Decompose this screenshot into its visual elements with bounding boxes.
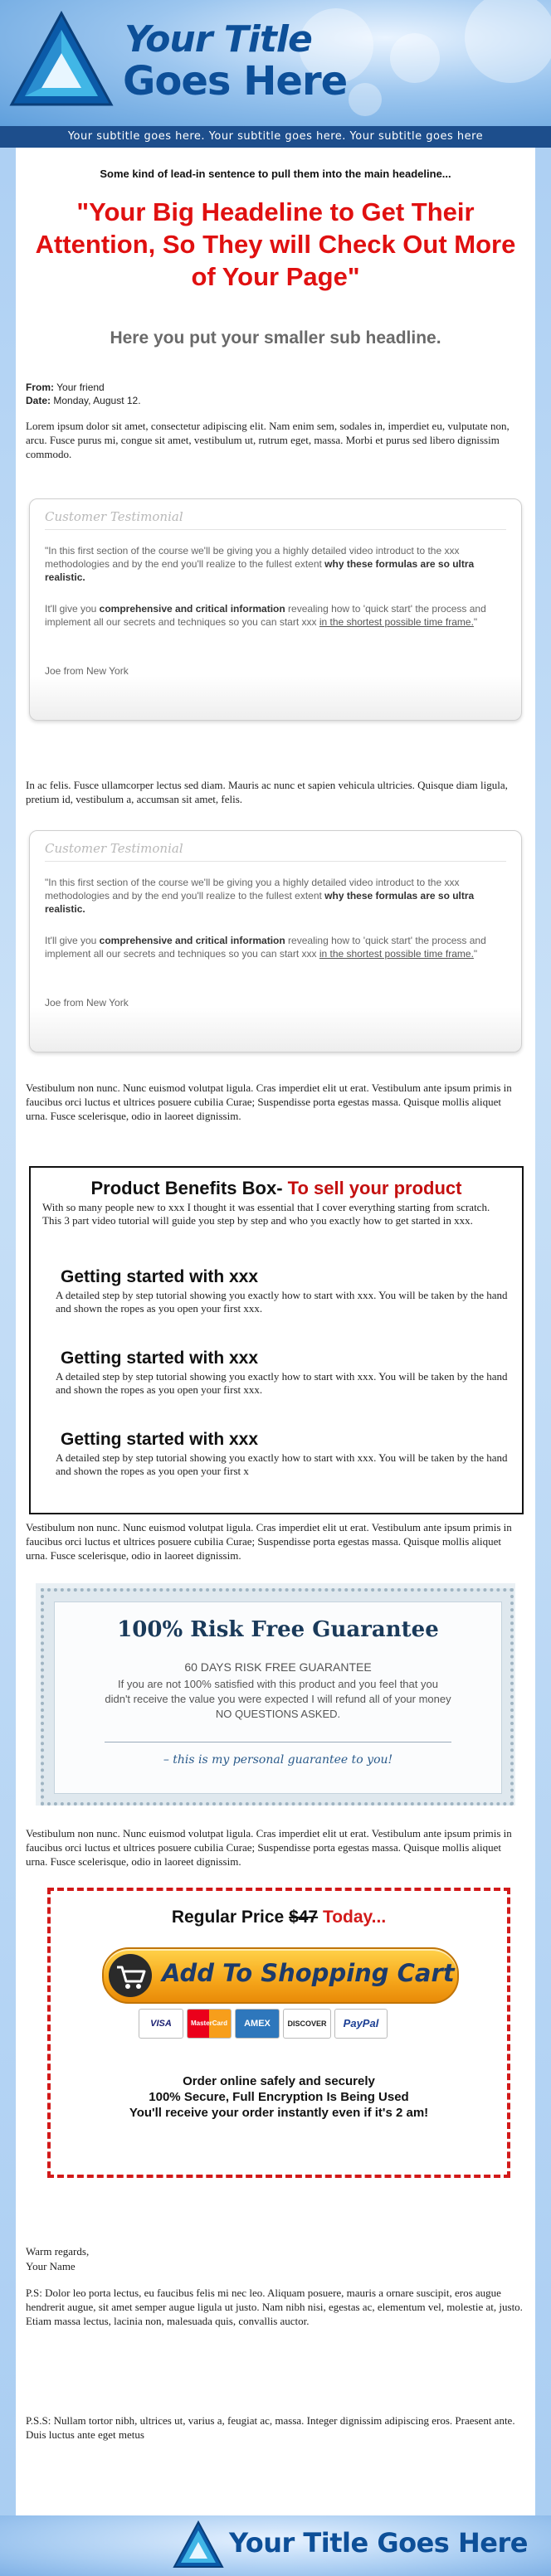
add-to-cart-button[interactable] xyxy=(102,1947,459,2004)
old-price: $47 xyxy=(289,1908,319,1927)
from-label: From: xyxy=(26,382,54,393)
cart-icon-circle xyxy=(109,1954,152,1997)
testimonial-text: "In this first section of the course we'll be giving you a highly detailed video introduct to the xxx methodologies and by the end you'll realize to the fullest extent xyxy=(45,877,460,902)
footer-title: Your Title Goes Here xyxy=(229,2527,528,2559)
testimonial-underline: in the shortest possible time frame. xyxy=(319,948,474,960)
pss-paragraph: P.S.S: Nullam tortor nibh, ultrices ut, varius a, feugiat ac, massa. Integer dignissim adipiscing eros. Praesent ante. Duis luctus ante eget metus xyxy=(26,2414,515,2441)
subtitle-bar: Your subtitle goes here. Your subtitle goes here. Your subtitle goes here xyxy=(0,126,551,148)
testimonial-text: revealing how to 'quick start' the process and implement all our secrets and techniques so you can start xxx xyxy=(45,603,486,628)
guarantee-title: 100% Risk Free Guarantee xyxy=(117,1617,439,1642)
order-line: You'll receive your order instantly even if it's 2 am! xyxy=(129,2106,429,2120)
order-box xyxy=(47,1888,510,2178)
benefit-text: A detailed step by step tutorial showing you exactly how to start with xxx. You will be taken by the hand and shown the ropes as you open your first x xyxy=(56,1451,508,1477)
guarantee-certificate xyxy=(36,1583,515,1806)
testimonial-bold: comprehensive and critical information xyxy=(99,603,285,615)
product-benefits-box xyxy=(29,1166,524,1514)
guarantee-inner xyxy=(54,1601,502,1794)
testimonial-underline: in the shortest possible time frame. xyxy=(319,616,474,628)
guarantee-signature: – this is my personal guarantee to you! xyxy=(163,1753,393,1767)
testimonial-box xyxy=(29,830,522,1052)
sub-headline: Here you put your smaller sub headline. xyxy=(110,328,441,348)
guarantee-border xyxy=(41,1588,514,1806)
content-column xyxy=(16,148,535,2515)
benefit-text: A detailed step by step tutorial showing you exactly how to start with xxx. You will be taken by the hand and shown the ropes as you open your first xxx. xyxy=(56,1370,508,1396)
price-line xyxy=(51,1908,507,1927)
footer-logo-triangle-icon xyxy=(173,2520,224,2569)
testimonial-paragraph xyxy=(45,602,506,629)
benefit-heading: Getting started with xxx xyxy=(61,1349,259,1368)
testimonial-text: revealing how to 'quick start' the process and implement all our secrets and techniques so you can start xxx xyxy=(45,935,486,960)
benefits-title xyxy=(31,1178,522,1199)
testimonial-label: Customer Testimonial xyxy=(45,841,183,856)
order-security-text xyxy=(51,2073,507,2121)
from-line xyxy=(26,382,105,393)
footer xyxy=(0,2515,551,2576)
testimonial-divider xyxy=(45,861,506,862)
lead-in-sentence: Some kind of lead-in sentence to pull them into the main headeline... xyxy=(100,168,451,180)
paragraph: Vestibulum non nunc. Nunc euismod volutpat ligula. Cras imperdiet elit ut erat. Vestibulum ante ipsum primis in faucibus orci luctus et ultrices posuere cubilia Curae; Suspendisse porta egestas massa. Quisque mollis aliquet urna. Fusce scelerisque, odio in laoreet dignissim. xyxy=(26,1081,512,1122)
today-label: Today... xyxy=(318,1908,387,1927)
testimonial-paragraph xyxy=(45,544,506,584)
testimonial-paragraph xyxy=(45,934,506,960)
testimonial-paragraph xyxy=(45,876,506,916)
shopping-cart-icon xyxy=(109,1954,152,1997)
benefit-heading: Getting started with xxx xyxy=(61,1430,259,1449)
benefits-intro: With so many people new to xxx I thought it was essential that I cover everything starting from scratch. This 3 part video tutorial will guide you step by step and who you exactly how to get started in xxx. xyxy=(42,1201,490,1227)
bokeh-decoration xyxy=(390,33,440,83)
testimonial-text: It'll give you xyxy=(45,603,100,615)
date-line xyxy=(26,395,141,406)
add-to-cart-label: Add To Shopping Cart xyxy=(162,1959,455,1987)
discover-card-icon: DISCOVER xyxy=(283,2009,331,2039)
testimonial-author: Joe from New York xyxy=(45,997,129,1009)
order-line: 100% Secure, Full Encryption Is Being Used xyxy=(149,2090,409,2104)
testimonial-bold: comprehensive and critical information xyxy=(99,935,285,946)
benefits-title-main: Product Benefits Box- xyxy=(90,1178,283,1198)
main-headline: "Your Big Headeline to Get Their Attention, So They will Check Out More of Your Page" xyxy=(35,197,516,291)
header xyxy=(0,0,551,126)
testimonial-bold: why these formulas are so ultra realistic. xyxy=(45,890,475,915)
logo-triangle-icon xyxy=(8,10,115,108)
paragraph: In ac felis. Fusce ullamcorper lectus sed diam. Mauris ac nunc et sapien vehicula ultricies. Quisque diam ligula, pretium id, vestibulum a, accumsan sit amet, felis. xyxy=(26,779,508,805)
testimonial-text: It'll give you xyxy=(45,935,100,946)
benefits-title-accent: To sell your product xyxy=(282,1178,462,1198)
bokeh-decoration xyxy=(465,0,551,83)
paypal-card-icon: PayPal xyxy=(334,2009,388,2039)
payment-cards xyxy=(139,2009,421,2039)
guarantee-subtitle: 60 DAYS RISK FREE GUARANTEE xyxy=(184,1660,372,1674)
closing-name: Your Name xyxy=(26,2260,76,2272)
order-line: Order online safely and securely xyxy=(183,2074,375,2088)
site-title-line1: Your Title xyxy=(124,18,312,61)
site-title-line2: Goes Here xyxy=(123,58,348,104)
benefit-text: A detailed step by step tutorial showing you exactly how to start with xxx. You will be taken by the hand and shown the ropes as you open your first xxx. xyxy=(56,1289,508,1315)
closing-regards: Warm regards, xyxy=(26,2245,90,2258)
testimonial-text: " xyxy=(473,948,478,960)
guarantee-text: If you are not 100% satisfied with this product and you feel that you didn't receive the value you were expected I will refund all of your money NO QUESTIONS ASKED. xyxy=(105,1678,451,1720)
testimonial-text: "In this first section of the course we'll be giving you a highly detailed video introduct to the xxx methodologies and by the end you'll realize to the fullest extent xyxy=(45,545,460,570)
date-label: Date: xyxy=(26,395,51,406)
benefit-heading: Getting started with xxx xyxy=(61,1267,259,1286)
amex-card-icon: AMEX xyxy=(235,2009,280,2039)
paragraph: Vestibulum non nunc. Nunc euismod volutpat ligula. Cras imperdiet elit ut erat. Vestibulum ante ipsum primis in faucibus orci luctus et ultrices posuere cubilia Curae; Suspendisse porta egestas massa. Quisque mollis aliquet urna. Fusce scelerisque, odio in laoreet dignissim. xyxy=(26,1827,512,1868)
date-value: Monday, August 12. xyxy=(53,395,141,406)
visa-card-icon: VISA xyxy=(139,2009,183,2039)
paragraph: Vestibulum non nunc. Nunc euismod volutpat ligula. Cras imperdiet elit ut erat. Vestibulum ante ipsum primis in faucibus orci luctus et ultrices posuere cubilia Curae; Suspendisse porta egestas massa. Quisque mollis aliquet urna. Fusce scelerisque, odio in laoreet dignissim. xyxy=(26,1521,512,1562)
testimonial-bold: why these formulas are so ultra realistic. xyxy=(45,558,475,583)
testimonial-divider xyxy=(45,529,506,530)
paragraph: Lorem ipsum dolor sit amet, consectetur adipiscing elit. Nam enim sem, sodales in, imperdiet eu, vulputate non, arcu. Fusce purus mi, congue sit amet, vestibulum ut, rutrum eget, massa. Morbi et purus sed libero dignissim commodo. xyxy=(26,420,510,460)
from-value: Your friend xyxy=(56,382,105,393)
bokeh-decoration xyxy=(349,83,382,116)
ps-paragraph: P.S: Dolor leo porta lectus, eu faucibus felis mi nec leo. Aliquam posuere, mauris a ornare suscipit, eros augue hendrerit augue, sit amet semper augue ligula ut justo. Nam nibh nisi, egestas ac, elementum vel, molestie at, justo. Etiam massa lectus, lacinia non, malesuada quis, convallis auctor. xyxy=(26,2287,523,2327)
testimonial-box xyxy=(29,498,522,721)
testimonial-label: Customer Testimonial xyxy=(45,509,183,524)
testimonial-text: " xyxy=(473,616,478,628)
price-label: Regular Price xyxy=(171,1908,290,1927)
mastercard-card-icon: MasterCard xyxy=(187,2009,232,2039)
testimonial-author: Joe from New York xyxy=(45,665,129,677)
